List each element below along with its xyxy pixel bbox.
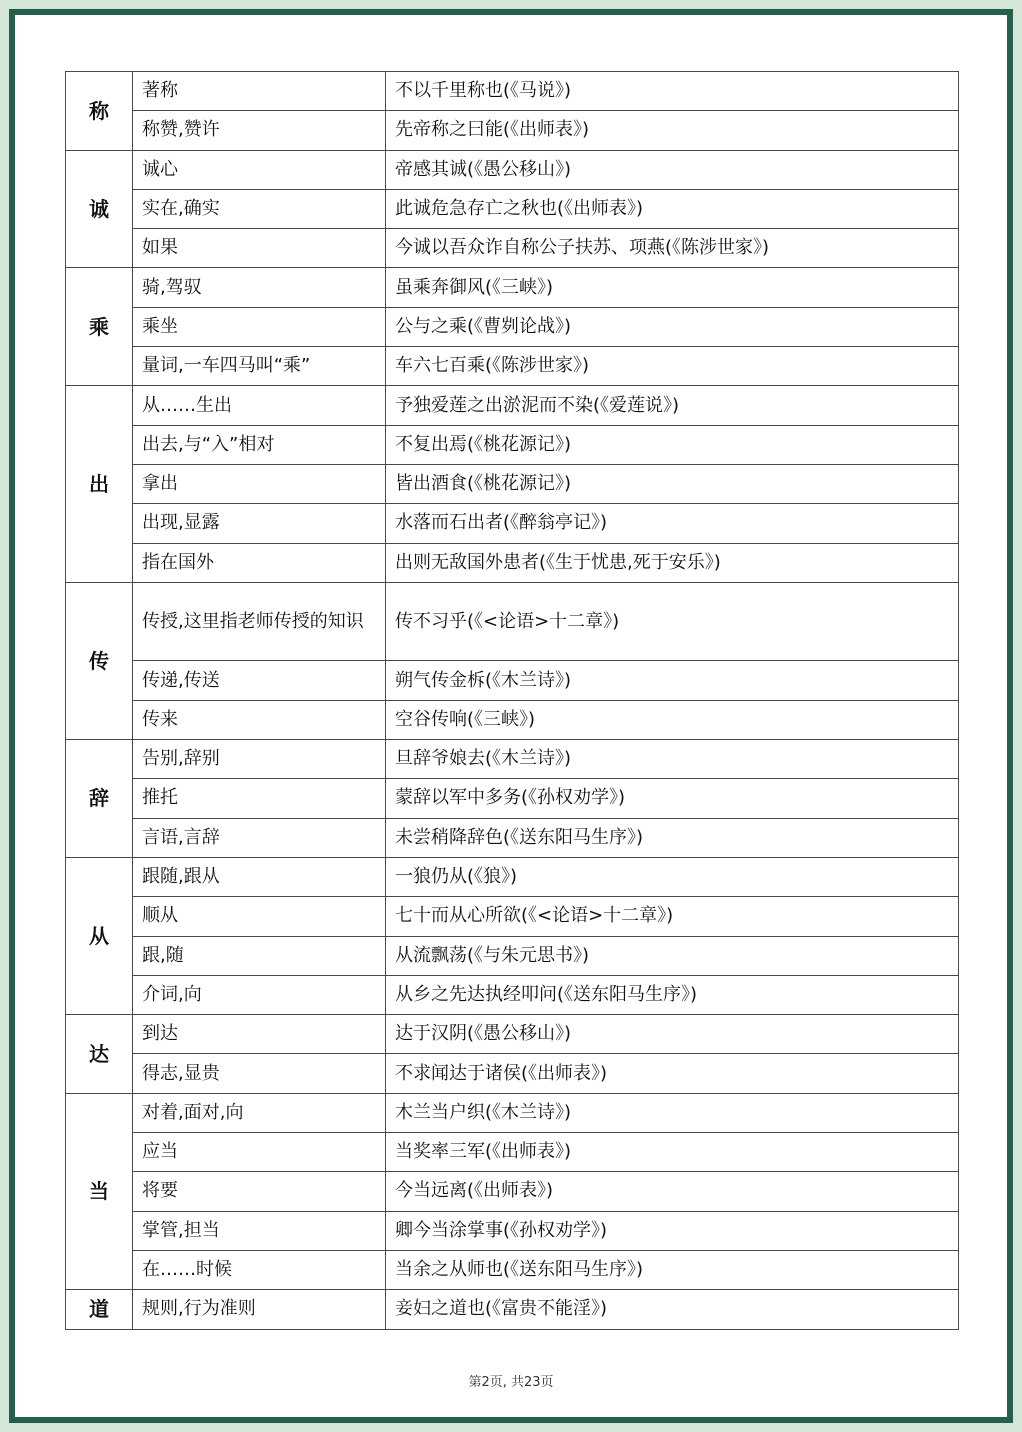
example-cell: 今诚以吾众诈自称公子扶苏、项燕(《陈涉世家》) [386, 229, 959, 268]
meaning-cell: 拿出 [133, 464, 386, 503]
table-row [66, 150, 959, 189]
example-cell: 出则无敌国外患者(《生于忧患,死于安乐》) [386, 543, 959, 582]
meaning-cell: 传来 [133, 700, 386, 739]
meaning-cell: 介词,向 [133, 975, 386, 1014]
meaning-cell: 推托 [133, 779, 386, 818]
table-row [66, 700, 959, 739]
meaning-cell: 规则,行为准则 [133, 1290, 386, 1329]
table-row [66, 72, 959, 111]
document-page [15, 15, 1007, 1417]
headword-cell: 达 [66, 1015, 133, 1094]
meaning-cell: 得志,显贵 [133, 1054, 386, 1093]
table-row [66, 504, 959, 543]
meaning-cell: 到达 [133, 1015, 386, 1054]
example-cell: 虽乘奔御风(《三峡》) [386, 268, 959, 307]
table-row [66, 936, 959, 975]
example-cell: 木兰当户织(《木兰诗》) [386, 1093, 959, 1132]
meaning-cell: 出去,与“入”相对 [133, 425, 386, 464]
meaning-cell: 顺从 [133, 897, 386, 936]
table-row [66, 543, 959, 582]
meaning-cell: 称赞,赞许 [133, 111, 386, 150]
example-cell: 皆出酒食(《桃花源记》) [386, 464, 959, 503]
meaning-cell: 应当 [133, 1133, 386, 1172]
meaning-cell: 实在,确实 [133, 189, 386, 228]
meaning-cell: 诚心 [133, 150, 386, 189]
table-row [66, 1054, 959, 1093]
headword-cell: 乘 [66, 268, 133, 386]
vocabulary-table [65, 71, 959, 1330]
example-cell: 不以千里称也(《马说》) [386, 72, 959, 111]
table-row [66, 1290, 959, 1329]
headword-cell: 诚 [66, 150, 133, 268]
headword-cell: 辞 [66, 740, 133, 858]
table-row [66, 464, 959, 503]
table-row [66, 386, 959, 425]
table-row [66, 897, 959, 936]
meaning-cell: 出现,显露 [133, 504, 386, 543]
example-cell: 车六七百乘(《陈涉世家》) [386, 347, 959, 386]
table-row [66, 347, 959, 386]
headword-cell: 出 [66, 386, 133, 582]
meaning-cell: 告别,辞别 [133, 740, 386, 779]
table-row [66, 1015, 959, 1054]
meaning-cell: 在……时候 [133, 1250, 386, 1289]
table-row [66, 1250, 959, 1289]
meaning-cell: 将要 [133, 1172, 386, 1211]
headword-cell: 传 [66, 582, 133, 739]
table-row [66, 1211, 959, 1250]
example-cell: 从流飘荡(《与朱元思书》) [386, 936, 959, 975]
meaning-cell: 著称 [133, 72, 386, 111]
headword-cell: 道 [66, 1290, 133, 1329]
meaning-cell: 对着,面对,向 [133, 1093, 386, 1132]
meaning-cell: 如果 [133, 229, 386, 268]
table-row [66, 425, 959, 464]
example-cell: 从乡之先达执经叩问(《送东阳马生序》) [386, 975, 959, 1014]
example-cell: 水落而石出者(《醉翁亭记》) [386, 504, 959, 543]
example-cell: 不复出焉(《桃花源记》) [386, 425, 959, 464]
table-row [66, 268, 959, 307]
table-row [66, 661, 959, 700]
example-cell: 达于汉阴(《愚公移山》) [386, 1015, 959, 1054]
table-row [66, 1093, 959, 1132]
meaning-cell: 传递,传送 [133, 661, 386, 700]
example-cell: 此诚危急存亡之秋也(《出师表》) [386, 189, 959, 228]
table-row [66, 189, 959, 228]
example-cell: 帝感其诚(《愚公移山》) [386, 150, 959, 189]
headword-cell: 从 [66, 857, 133, 1014]
example-cell: 传不习乎(《<论语>十二章》) [386, 582, 959, 661]
example-cell: 旦辞爷娘去(《木兰诗》) [386, 740, 959, 779]
example-cell: 七十而从心所欲(《<论语>十二章》) [386, 897, 959, 936]
headword-cell: 当 [66, 1093, 133, 1289]
table-row [66, 818, 959, 857]
example-cell: 当余之从师也(《送东阳马生序》) [386, 1250, 959, 1289]
example-cell: 先帝称之曰能(《出师表》) [386, 111, 959, 150]
table-row [66, 582, 959, 661]
table-row [66, 1133, 959, 1172]
headword-cell: 称 [66, 72, 133, 151]
example-cell: 朔气传金柝(《木兰诗》) [386, 661, 959, 700]
table-row [66, 740, 959, 779]
meaning-cell: 掌管,担当 [133, 1211, 386, 1250]
example-cell: 不求闻达于诸侯(《出师表》) [386, 1054, 959, 1093]
meaning-cell: 跟,随 [133, 936, 386, 975]
example-cell: 未尝稍降辞色(《送东阳马生序》) [386, 818, 959, 857]
table-row [66, 307, 959, 346]
example-cell: 一狼仍从(《狼》) [386, 857, 959, 896]
example-cell: 蒙辞以军中多务(《孙权劝学》) [386, 779, 959, 818]
page-footer: 第2页, 共23页 [468, 1375, 554, 1390]
meaning-cell: 跟随,跟从 [133, 857, 386, 896]
table-row [66, 857, 959, 896]
meaning-cell: 言语,言辞 [133, 818, 386, 857]
meaning-cell: 骑,驾驭 [133, 268, 386, 307]
example-cell: 予独爱莲之出淤泥而不染(《爱莲说》) [386, 386, 959, 425]
example-cell: 妾妇之道也(《富贵不能淫》) [386, 1290, 959, 1329]
meaning-cell: 量词,一车四马叫“乘” [133, 347, 386, 386]
example-cell: 今当远离(《出师表》) [386, 1172, 959, 1211]
table-row [66, 779, 959, 818]
example-cell: 公与之乘(《曹刿论战》) [386, 307, 959, 346]
meaning-cell: 指在国外 [133, 543, 386, 582]
meaning-cell: 乘坐 [133, 307, 386, 346]
example-cell: 卿今当涂掌事(《孙权劝学》) [386, 1211, 959, 1250]
page-frame [9, 9, 1013, 1423]
meaning-cell: 传授,这里指老师传授的知识 [133, 582, 386, 661]
table-row [66, 1172, 959, 1211]
vocabulary-table-body [66, 72, 959, 1330]
table-row [66, 975, 959, 1014]
table-row [66, 229, 959, 268]
example-cell: 空谷传响(《三峡》) [386, 700, 959, 739]
table-row [66, 111, 959, 150]
example-cell: 当奖率三军(《出师表》) [386, 1133, 959, 1172]
meaning-cell: 从……生出 [133, 386, 386, 425]
